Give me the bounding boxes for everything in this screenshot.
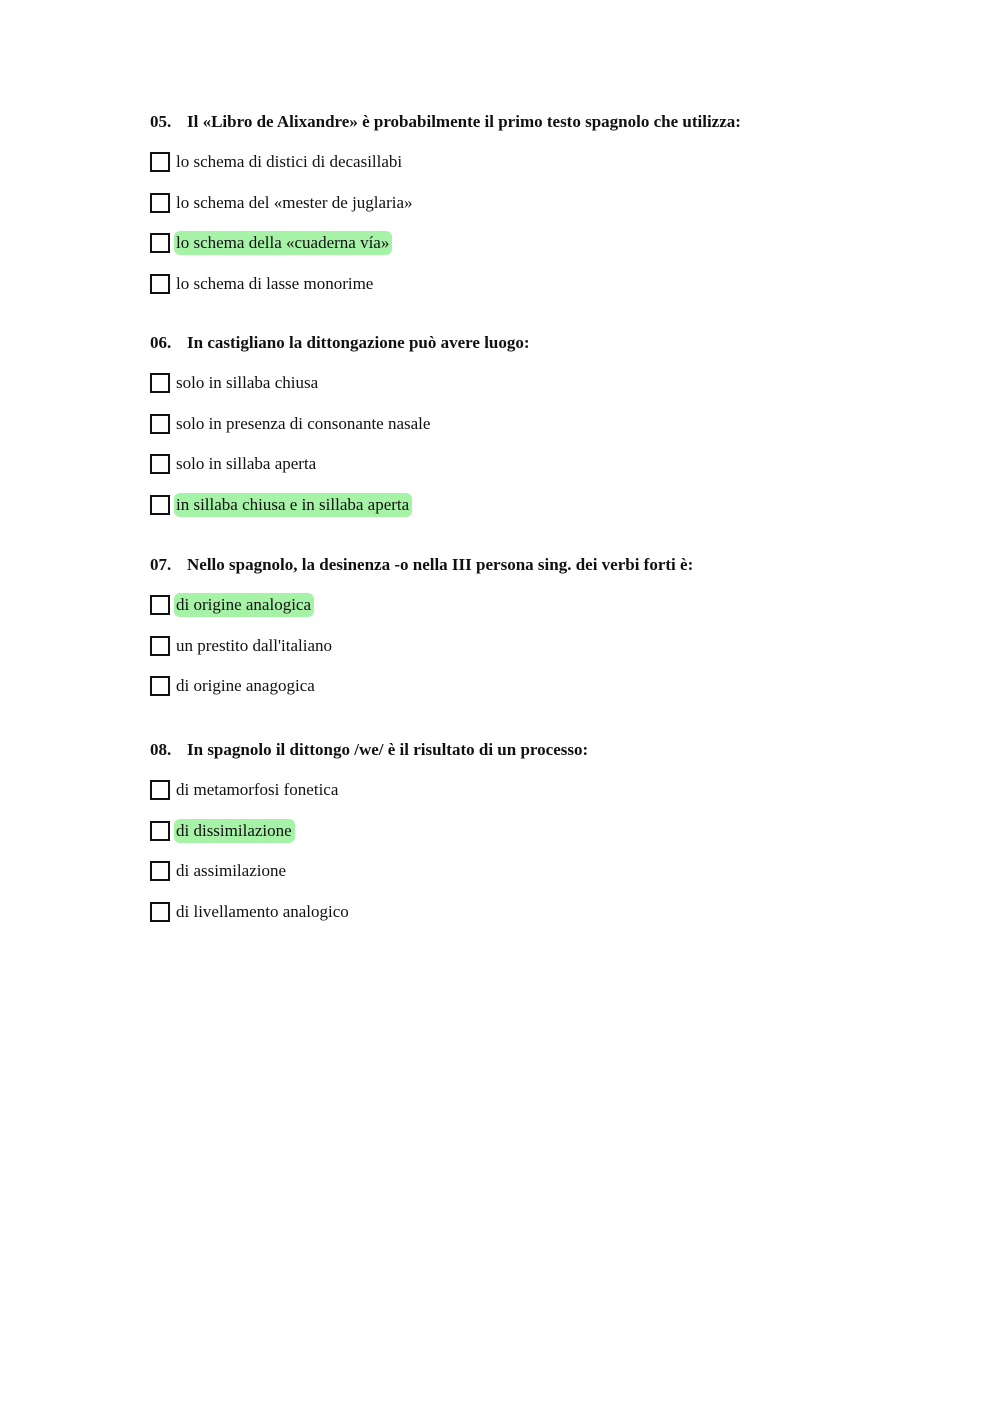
answer-checkbox[interactable] <box>150 780 170 800</box>
answer-option <box>150 150 930 174</box>
question-title <box>150 554 930 576</box>
question-05 <box>150 111 930 312</box>
question-text: In spagnolo il dittongo /we/ è il risultato di un processo: <box>187 740 589 759</box>
answer-checkbox[interactable] <box>150 414 170 434</box>
answer-checkbox[interactable] <box>150 676 170 696</box>
answer-option <box>150 674 930 698</box>
answer-option <box>150 493 930 517</box>
answer-option <box>150 191 930 215</box>
answer-option-text: solo in presenza di consonante nasale <box>176 413 431 433</box>
question-text: Nello spagnolo, la desinenza -o nella III persona sing. dei verbi forti è: <box>187 555 694 574</box>
question-text: Il «Libro de Alixandre» è probabilmente il primo testo spagnolo che utilizza: <box>187 112 741 131</box>
answer-checkbox[interactable] <box>150 595 170 615</box>
question-number: 08. <box>150 740 172 759</box>
question-number: 05. <box>150 112 172 131</box>
answer-checkbox[interactable] <box>150 373 170 393</box>
answer-option <box>150 412 930 436</box>
answer-checkbox[interactable] <box>150 233 170 253</box>
answer-option-text: solo in sillaba aperta <box>176 454 317 474</box>
answer-option <box>150 452 930 476</box>
answer-option-text: di origine analogica <box>174 593 314 617</box>
question-text: In castigliano la dittongazione può avere luogo: <box>187 333 530 352</box>
answer-checkbox[interactable] <box>150 495 170 515</box>
answer-option <box>150 778 930 802</box>
answer-option <box>150 900 930 924</box>
question-06 <box>150 332 930 533</box>
answer-checkbox[interactable] <box>150 454 170 474</box>
answer-option <box>150 859 930 883</box>
answer-checkbox[interactable] <box>150 821 170 841</box>
answer-option-text: lo schema della «cuaderna vía» <box>174 231 392 255</box>
answer-option-text: un prestito dall'italiano <box>176 635 333 655</box>
question-07 <box>150 554 930 715</box>
question-title <box>150 332 930 354</box>
answer-option-text: di dissimilazione <box>174 819 295 843</box>
answer-option <box>150 371 930 395</box>
answer-option <box>150 819 930 843</box>
answer-option <box>150 231 930 255</box>
answer-option-text: di livellamento analogico <box>176 901 349 921</box>
answer-option-text: lo schema di lasse monorime <box>176 273 374 293</box>
answer-option <box>150 634 930 658</box>
answer-checkbox[interactable] <box>150 152 170 172</box>
answer-checkbox[interactable] <box>150 902 170 922</box>
answer-checkbox[interactable] <box>150 636 170 656</box>
answer-option-text: di origine anagogica <box>176 676 315 696</box>
answer-checkbox[interactable] <box>150 861 170 881</box>
question-08 <box>150 739 930 940</box>
answer-option-text: solo in sillaba chiusa <box>176 373 319 392</box>
answer-option-text: lo schema di distici di decasillabi <box>176 152 403 171</box>
answer-option-text: di assimilazione <box>176 861 287 881</box>
question-title <box>150 111 930 133</box>
answer-option <box>150 593 930 617</box>
answer-option-text: in sillaba chiusa e in sillaba aperta <box>174 493 412 517</box>
question-number: 06. <box>150 333 172 352</box>
answer-option-text: lo schema del «mester de juglaria» <box>176 192 413 212</box>
answer-checkbox[interactable] <box>150 193 170 213</box>
answer-option-text: di metamorfosi fonetica <box>176 780 339 799</box>
question-title <box>150 739 930 761</box>
answer-option <box>150 272 930 296</box>
answer-checkbox[interactable] <box>150 274 170 294</box>
question-number: 07. <box>150 555 172 574</box>
